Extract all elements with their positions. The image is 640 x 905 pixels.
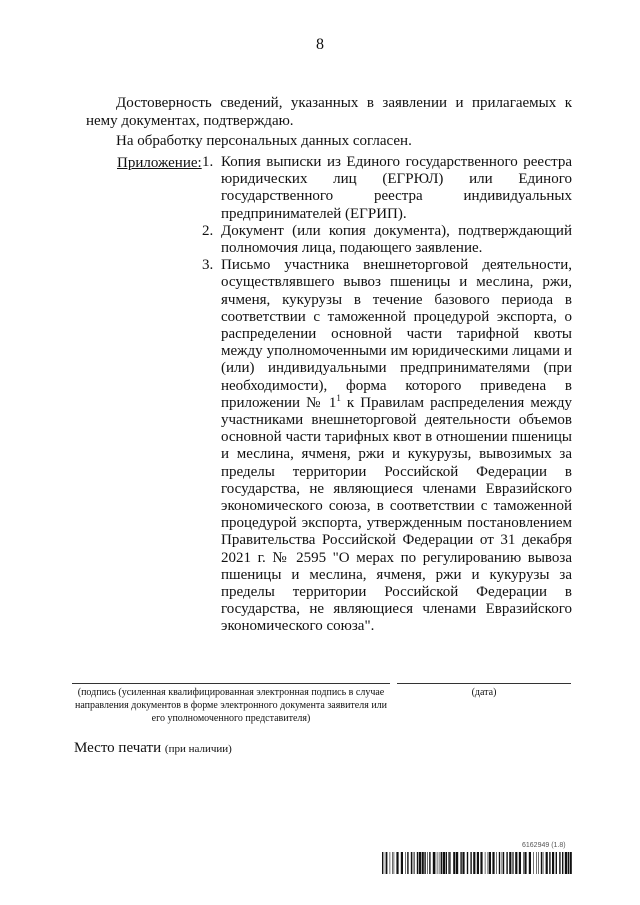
barcode-bar bbox=[394, 852, 395, 874]
barcode-bar bbox=[453, 852, 455, 874]
barcode-bar bbox=[448, 852, 449, 874]
barcode-bar bbox=[462, 852, 464, 874]
barcode-bar bbox=[438, 852, 439, 874]
barcode-bar bbox=[512, 852, 513, 874]
item-text-part-2: к Правилам распределения между участниками внешнеторговой деятельности объемов основной части тарифных квот в отношении пшеницы и меслина, ячменя, ржи и кукурузы, вывозимых за пределы территории Российской Федерации в государства, не являющиеся членами Евразийского экономического союза, в соответствии с таможенной процедурой экспорта, утвержденным постановлением Правительства Российской Федерации от 31 декабря 2021 г. № 2595 "О мерах по регулированию вывоза пшеницы и меслина, ячменя, ржи и кукурузы за пределы территории Российской Федерации в государства, не являющиеся членами Евразийского экономического союза". bbox=[221, 394, 573, 635]
barcode-bar bbox=[382, 852, 383, 874]
barcode-bar bbox=[485, 852, 486, 874]
item-text-part-1: Письмо участника внешнеторговой деятельности, осуществлявшего вывоз пшеницы и меслина, ржи, ячменя, кукурузы в течение базового периода в соответствии с таможенной процедурой экспорта, о распределении основной части тарифной квоты между уполномоченными им юридическими лицами и (или) индивидуальными предпринимателями (при необходимости), форма которого приведена в приложении № 1 bbox=[221, 257, 572, 411]
barcode-bar bbox=[523, 852, 524, 874]
barcode-bar bbox=[513, 852, 514, 874]
barcode-bar bbox=[436, 852, 437, 874]
barcode-bar bbox=[541, 852, 542, 874]
barcode-bar bbox=[546, 852, 548, 874]
barcode-bar bbox=[549, 852, 550, 874]
barcode-bar bbox=[433, 852, 435, 874]
appendix-item-2 bbox=[202, 223, 572, 257]
barcode-bar bbox=[392, 852, 393, 874]
barcode-bar bbox=[538, 852, 539, 874]
barcode-bar bbox=[443, 852, 445, 874]
barcode-bar bbox=[414, 852, 415, 874]
barcode-bar bbox=[470, 852, 471, 874]
barcode-bar bbox=[489, 852, 491, 874]
barcode-icon bbox=[382, 852, 572, 874]
barcode-bar bbox=[533, 852, 534, 874]
barcode-bar bbox=[390, 852, 391, 874]
barcode-bar bbox=[506, 852, 507, 874]
barcode-bar bbox=[565, 852, 567, 874]
barcode-bar bbox=[515, 852, 517, 874]
barcode-bar bbox=[503, 852, 504, 874]
barcode-bar bbox=[480, 852, 482, 874]
barcode-bar bbox=[529, 852, 531, 874]
barcode-bar bbox=[467, 852, 468, 874]
barcode-bar bbox=[441, 852, 442, 874]
barcode-bar bbox=[492, 852, 494, 874]
item-text bbox=[221, 257, 572, 634]
stamp-note: (при наличии) bbox=[164, 743, 232, 755]
confirmation-paragraph: Достоверность сведений, указанных в заявлении и прилагаемых к нему документах, подтверждаю. bbox=[86, 95, 572, 129]
barcode-bar bbox=[524, 852, 526, 874]
barcode-bar bbox=[427, 852, 428, 874]
barcode-bar bbox=[417, 852, 418, 874]
date-caption: (дата) bbox=[471, 687, 497, 698]
barcode-bar bbox=[401, 852, 403, 874]
item-text: Копия выписки из Единого государственного реестра юридических лиц (ЕГРЮЛ) или Единого государственного реестра индивидуальных предпринимателей (ЕГРИП). bbox=[221, 154, 572, 222]
appendix-label: Приложение: bbox=[117, 155, 202, 171]
appendix-list bbox=[202, 154, 572, 636]
item-number: 3. bbox=[202, 257, 214, 274]
barcode-bar bbox=[559, 852, 560, 874]
barcode-bar bbox=[386, 852, 387, 874]
appendix-item-3 bbox=[202, 257, 572, 635]
barcode-bar bbox=[456, 852, 458, 874]
barcode-bar bbox=[429, 852, 430, 874]
date-line bbox=[397, 683, 571, 684]
barcode-bar bbox=[460, 852, 461, 874]
barcode-bar bbox=[411, 852, 412, 874]
footnote-marker: 1 bbox=[336, 392, 341, 403]
barcode-bar bbox=[477, 852, 479, 874]
barcode-bar bbox=[407, 852, 408, 874]
barcode-bar bbox=[568, 852, 569, 874]
barcode-bar bbox=[519, 852, 521, 874]
stamp-place bbox=[74, 739, 232, 758]
barcode-bar bbox=[446, 852, 447, 874]
barcode-bar bbox=[419, 852, 421, 874]
signature-caption: (подпись (усиленная квалифицированная электронная подпись в случае направления документов в форме электронного документа заявителя или его уполномоченного представителя) bbox=[74, 687, 388, 724]
barcode-bar bbox=[543, 852, 544, 874]
barcode-bar bbox=[473, 852, 475, 874]
barcode-bar bbox=[413, 852, 414, 874]
barcode-bar bbox=[536, 852, 537, 874]
barcode-bar bbox=[450, 852, 451, 874]
barcode-bar bbox=[562, 852, 563, 874]
consent-paragraph: На обработку персональных данных согласен. bbox=[116, 133, 412, 149]
signature-line bbox=[72, 683, 390, 684]
barcode-bar bbox=[488, 852, 489, 874]
stamp-label: Место печати bbox=[74, 740, 162, 756]
barcode-bar bbox=[385, 852, 386, 874]
barcode-bar bbox=[496, 852, 497, 874]
barcode-bar bbox=[424, 852, 425, 874]
barcode-bar bbox=[570, 852, 572, 874]
barcode-bar bbox=[502, 852, 503, 874]
document-code: 6162949 (1.8) bbox=[522, 842, 566, 849]
barcode-bar bbox=[422, 852, 424, 874]
item-number: 1. bbox=[202, 154, 214, 170]
barcode-bar bbox=[556, 852, 557, 874]
barcode-bar bbox=[440, 852, 441, 874]
barcode-bar bbox=[499, 852, 500, 874]
barcode-bar bbox=[405, 852, 406, 874]
item-text: Документ (или копия документа), подтверждающий полномочия лица, подающего заявление. bbox=[221, 222, 572, 257]
page-number: 8 bbox=[316, 36, 324, 53]
item-number: 2. bbox=[202, 222, 214, 239]
barcode-bar bbox=[396, 852, 398, 874]
barcode-bar bbox=[552, 852, 554, 874]
barcode-bar bbox=[509, 852, 511, 874]
appendix-item-1 bbox=[202, 154, 572, 223]
